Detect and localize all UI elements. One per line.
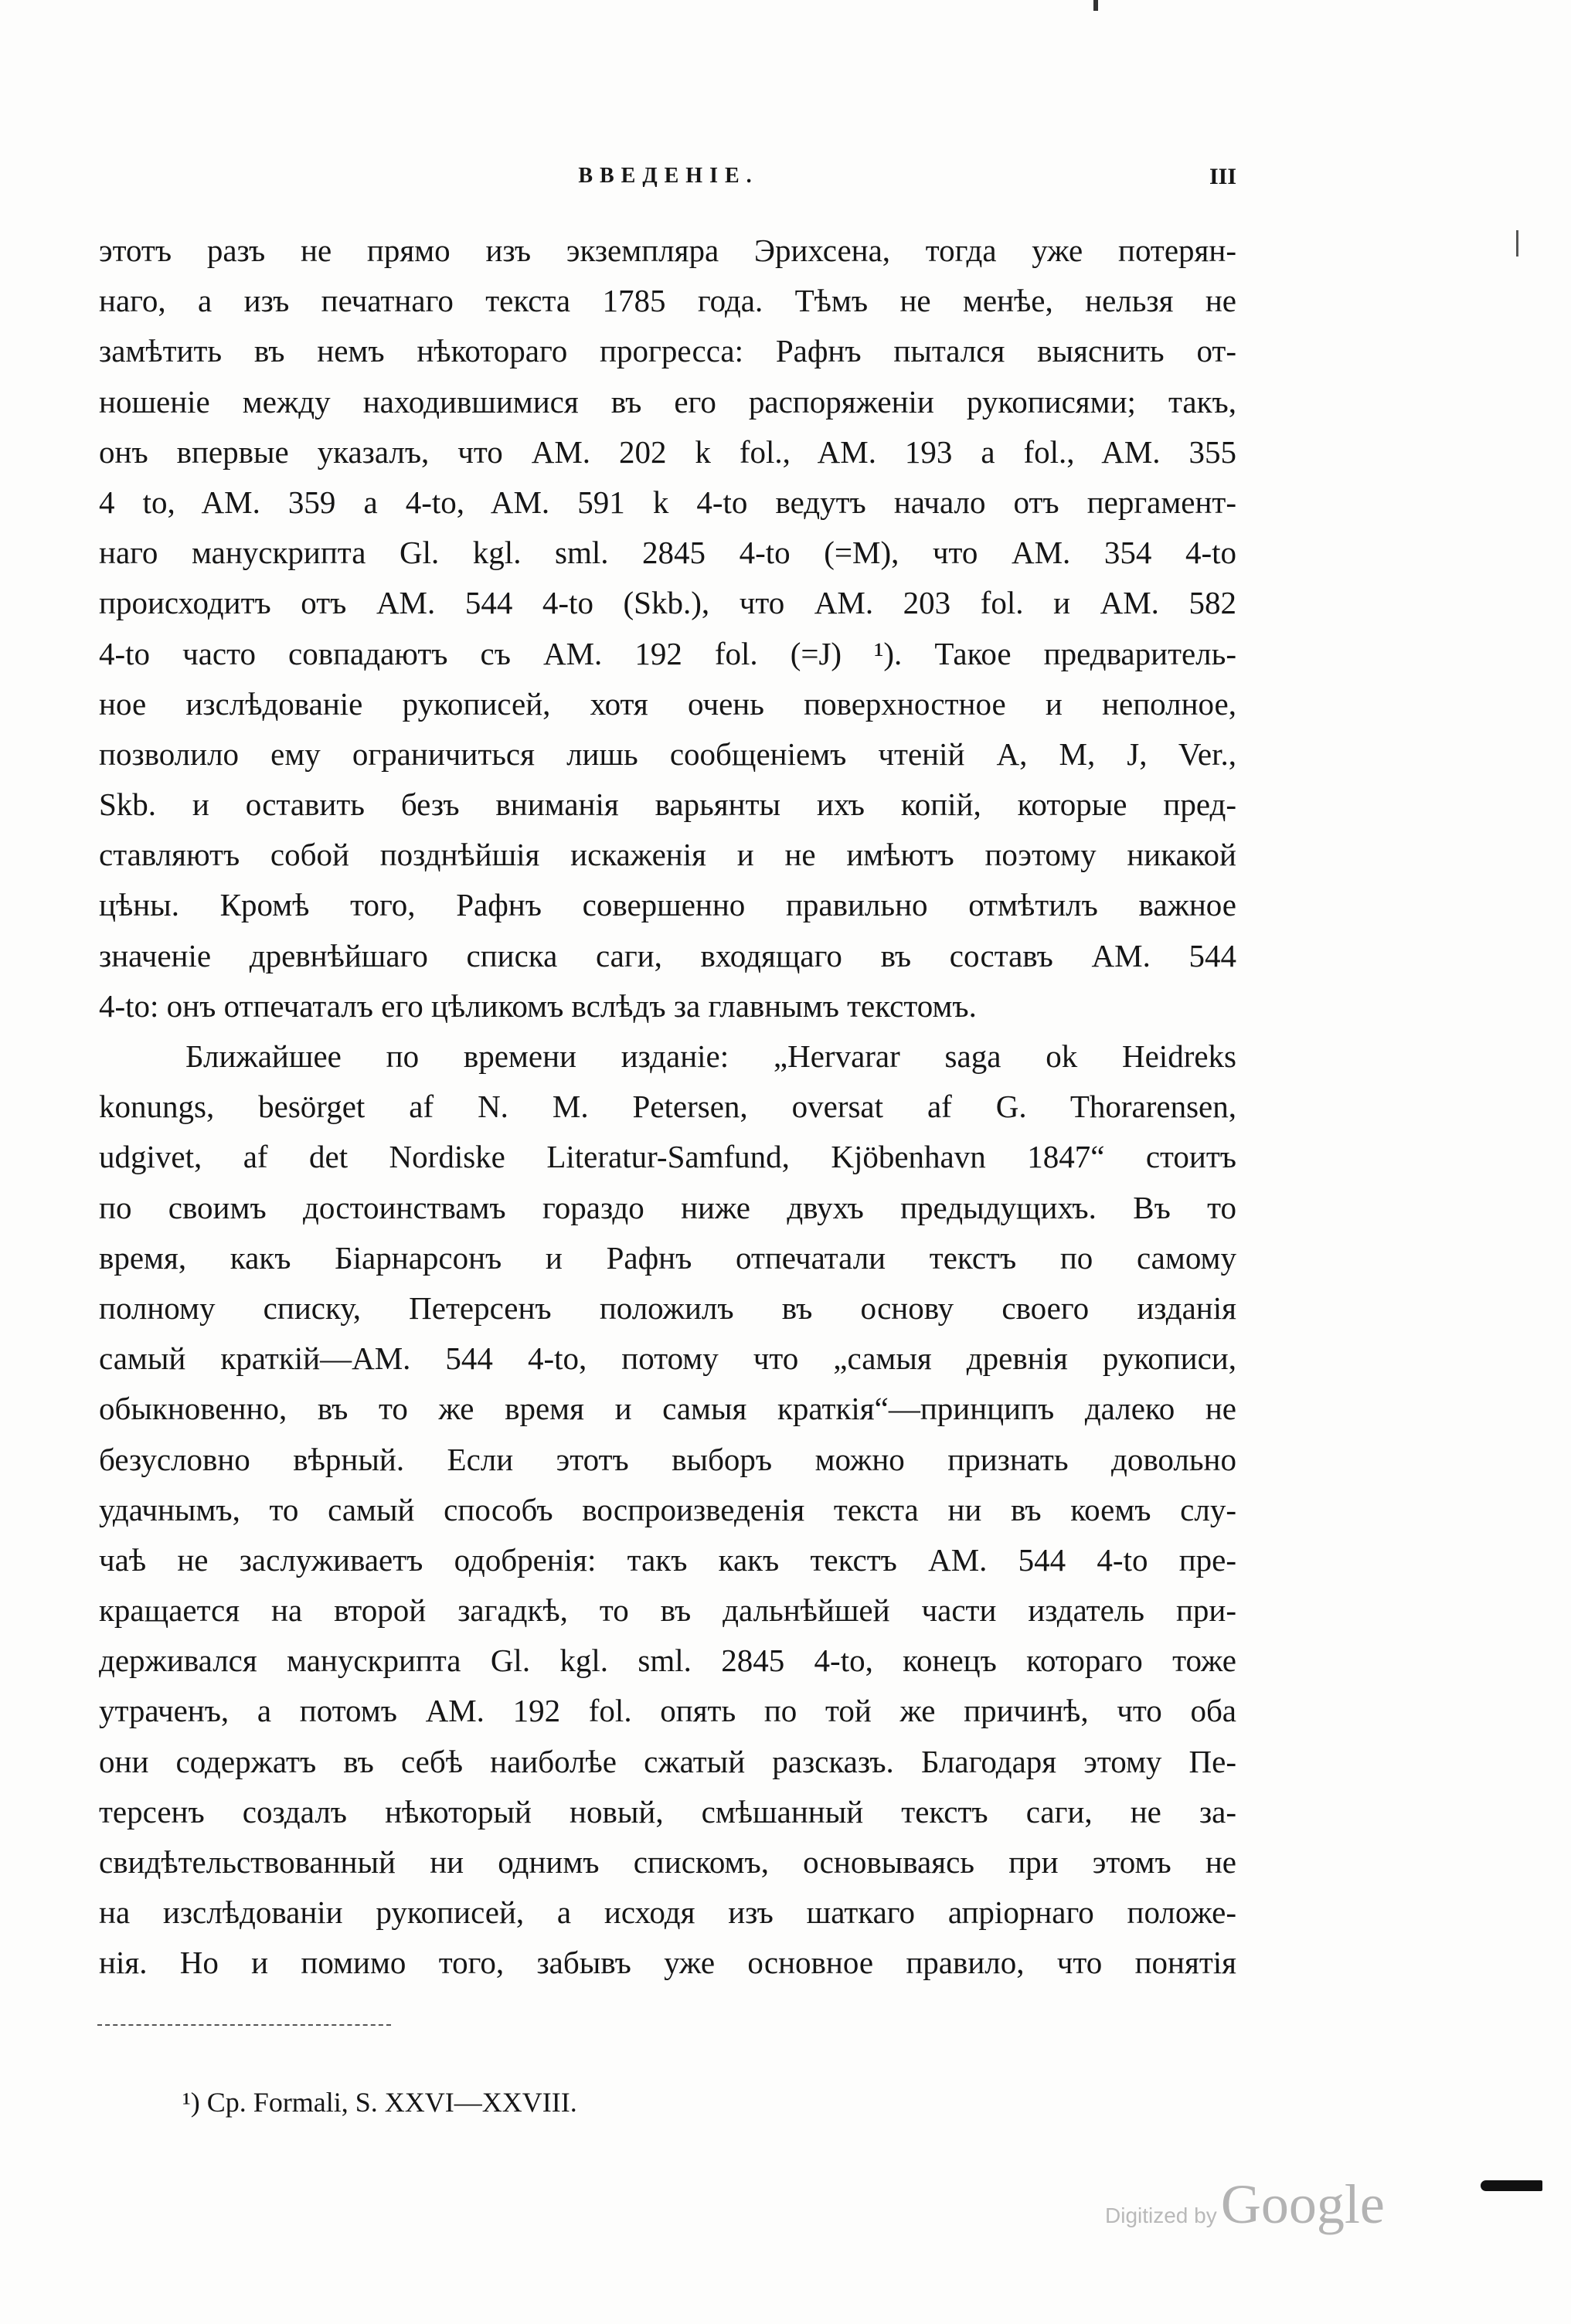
text-line: время, какъ Біарнарсонъ и Рафнъ отпечатали текстъ по самому — [99, 1239, 1236, 1276]
text-line: онъ впервые указалъ, что AM. 202 k fol., AM. 193 a fol., AM. 355 — [99, 433, 1236, 470]
scan-artifact-top — [1093, 0, 1098, 11]
footnote-rule — [97, 2024, 391, 2026]
text-line: замѣтить въ немъ нѣкотораго прогресса: Рафнъ пытался выяснить от- — [99, 333, 1236, 369]
text-line: на изслѣдованіи рукописей, а исходя изъ шаткаго апріорнаго положе- — [99, 1894, 1236, 1931]
text-line: наго, а изъ печатнаго текста 1785 года. Тѣмъ не менѣе, нельзя не — [99, 283, 1236, 319]
google-logo: Google — [1220, 2173, 1385, 2235]
text-line: утраченъ, а потомъ AM. 192 fol. опять по той же причинѣ, что оба — [99, 1693, 1236, 1729]
watermark-prefix: Digitized by — [1105, 2203, 1217, 2227]
digitized-watermark — [1105, 2173, 1385, 2234]
text-line: цѣны. Кромѣ того, Рафнъ совершенно правильно отмѣтилъ важное — [99, 887, 1236, 923]
text-line: кращается на второй загадкѣ, то въ дальнѣйшей части издатель при- — [99, 1592, 1236, 1629]
text-line: самый краткій—AM. 544 4-to, потому что „самыя древнія рукописи, — [99, 1340, 1236, 1377]
text-line: обыкновенно, въ то же время и самыя краткія“—принципъ далеко не — [99, 1391, 1236, 1427]
text-line: наго манускрипта Gl. kgl. sml. 2845 4-to (=M), что AM. 354 4-to — [99, 535, 1236, 571]
page-number: III — [1209, 164, 1236, 189]
text-line: нія. Но и помимо того, забывъ уже основное правило, что понятія — [99, 1945, 1236, 1981]
text-line: 4-to часто совпадаютъ съ AM. 192 fol. (=J) ¹). Такое предваритель- — [99, 635, 1236, 671]
text-line: 4-to: онъ отпечаталъ его цѣликомъ вслѣдъ за главнымъ текстомъ. — [99, 987, 977, 1024]
text-line: удачнымъ, то самый способъ воспроизведенія текста ни въ коемъ слу- — [99, 1491, 1236, 1527]
scan-artifact-mark — [1481, 2180, 1542, 2191]
text-line: они содержатъ въ себѣ наиболѣе сжатый разсказъ. Благодаря этому Пе- — [99, 1743, 1236, 1779]
text-line: Skb. и оставить безъ вниманія варьянты ихъ копій, которые пред- — [99, 787, 1236, 823]
text-line: udgivet, af det Nordiske Literatur-Samfund, Kjöbenhavn 1847“ стоитъ — [99, 1139, 1236, 1175]
text-line: держивался манускрипта Gl. kgl. sml. 2845 4-to, конецъ котораго тоже — [99, 1643, 1236, 1679]
scan-artifact-side — [1516, 230, 1518, 257]
text-line: безусловно вѣрный. Если этотъ выборъ можно признать довольно — [99, 1441, 1236, 1477]
text-line: ное изслѣдованіе рукописей, хотя очень поверхностное и неполное, — [99, 685, 1236, 722]
footnote: ¹) Ср. Formali, S. XXVI—XXVIII. — [182, 2087, 577, 2118]
text-line: свидѣтельствованный ни однимъ спискомъ, основываясь при этомъ не — [99, 1844, 1236, 1880]
text-line: этотъ разъ не прямо изъ экземпляра Эрихсена, тогда уже потерян- — [99, 233, 1236, 268]
text-line: ношеніе между находившимися въ его распоряженіи рукописями; такъ, — [99, 383, 1236, 420]
running-header — [100, 164, 1236, 202]
text-line: по своимъ достоинствамъ гораздо ниже двухъ предыдущихъ. Въ то — [99, 1189, 1236, 1225]
text-line: Ближайшее по времени изданіе: „Hervarar saga ok Heidreks — [185, 1038, 1236, 1074]
text-line: терсенъ создалъ нѣкоторый новый, смѣшанный текстъ саги, не за- — [99, 1793, 1236, 1830]
text-line: полному списку, Петерсенъ положилъ въ основу своего изданія — [99, 1289, 1236, 1326]
text-line: чаѣ не заслуживаетъ одобренія: такъ какъ текстъ AM. 544 4-to пре- — [99, 1541, 1236, 1578]
running-head-title: ВВЕДЕНІЕ. — [578, 164, 759, 188]
text-line: происходитъ отъ AM. 544 4-to (Skb.), что AM. 203 fol. и AM. 582 — [99, 585, 1236, 621]
text-line: konungs, besörget af N. M. Petersen, oversat af G. Thorarensen, — [99, 1089, 1236, 1125]
text-line: ставляютъ собой позднѣйшія искаженія и не имѣютъ поэтому никакой — [99, 837, 1236, 873]
text-line: позволило ему ограничиться лишь сообщеніемъ чтеній A, M, J, Ver., — [99, 736, 1236, 772]
text-line: значеніе древнѣйшаго списка саги, входящаго въ составъ AM. 544 — [99, 937, 1236, 973]
body-text — [99, 226, 1236, 1989]
text-line: 4 to, AM. 359 a 4-to, AM. 591 k 4-to ведутъ начало отъ пергамент- — [99, 484, 1236, 520]
